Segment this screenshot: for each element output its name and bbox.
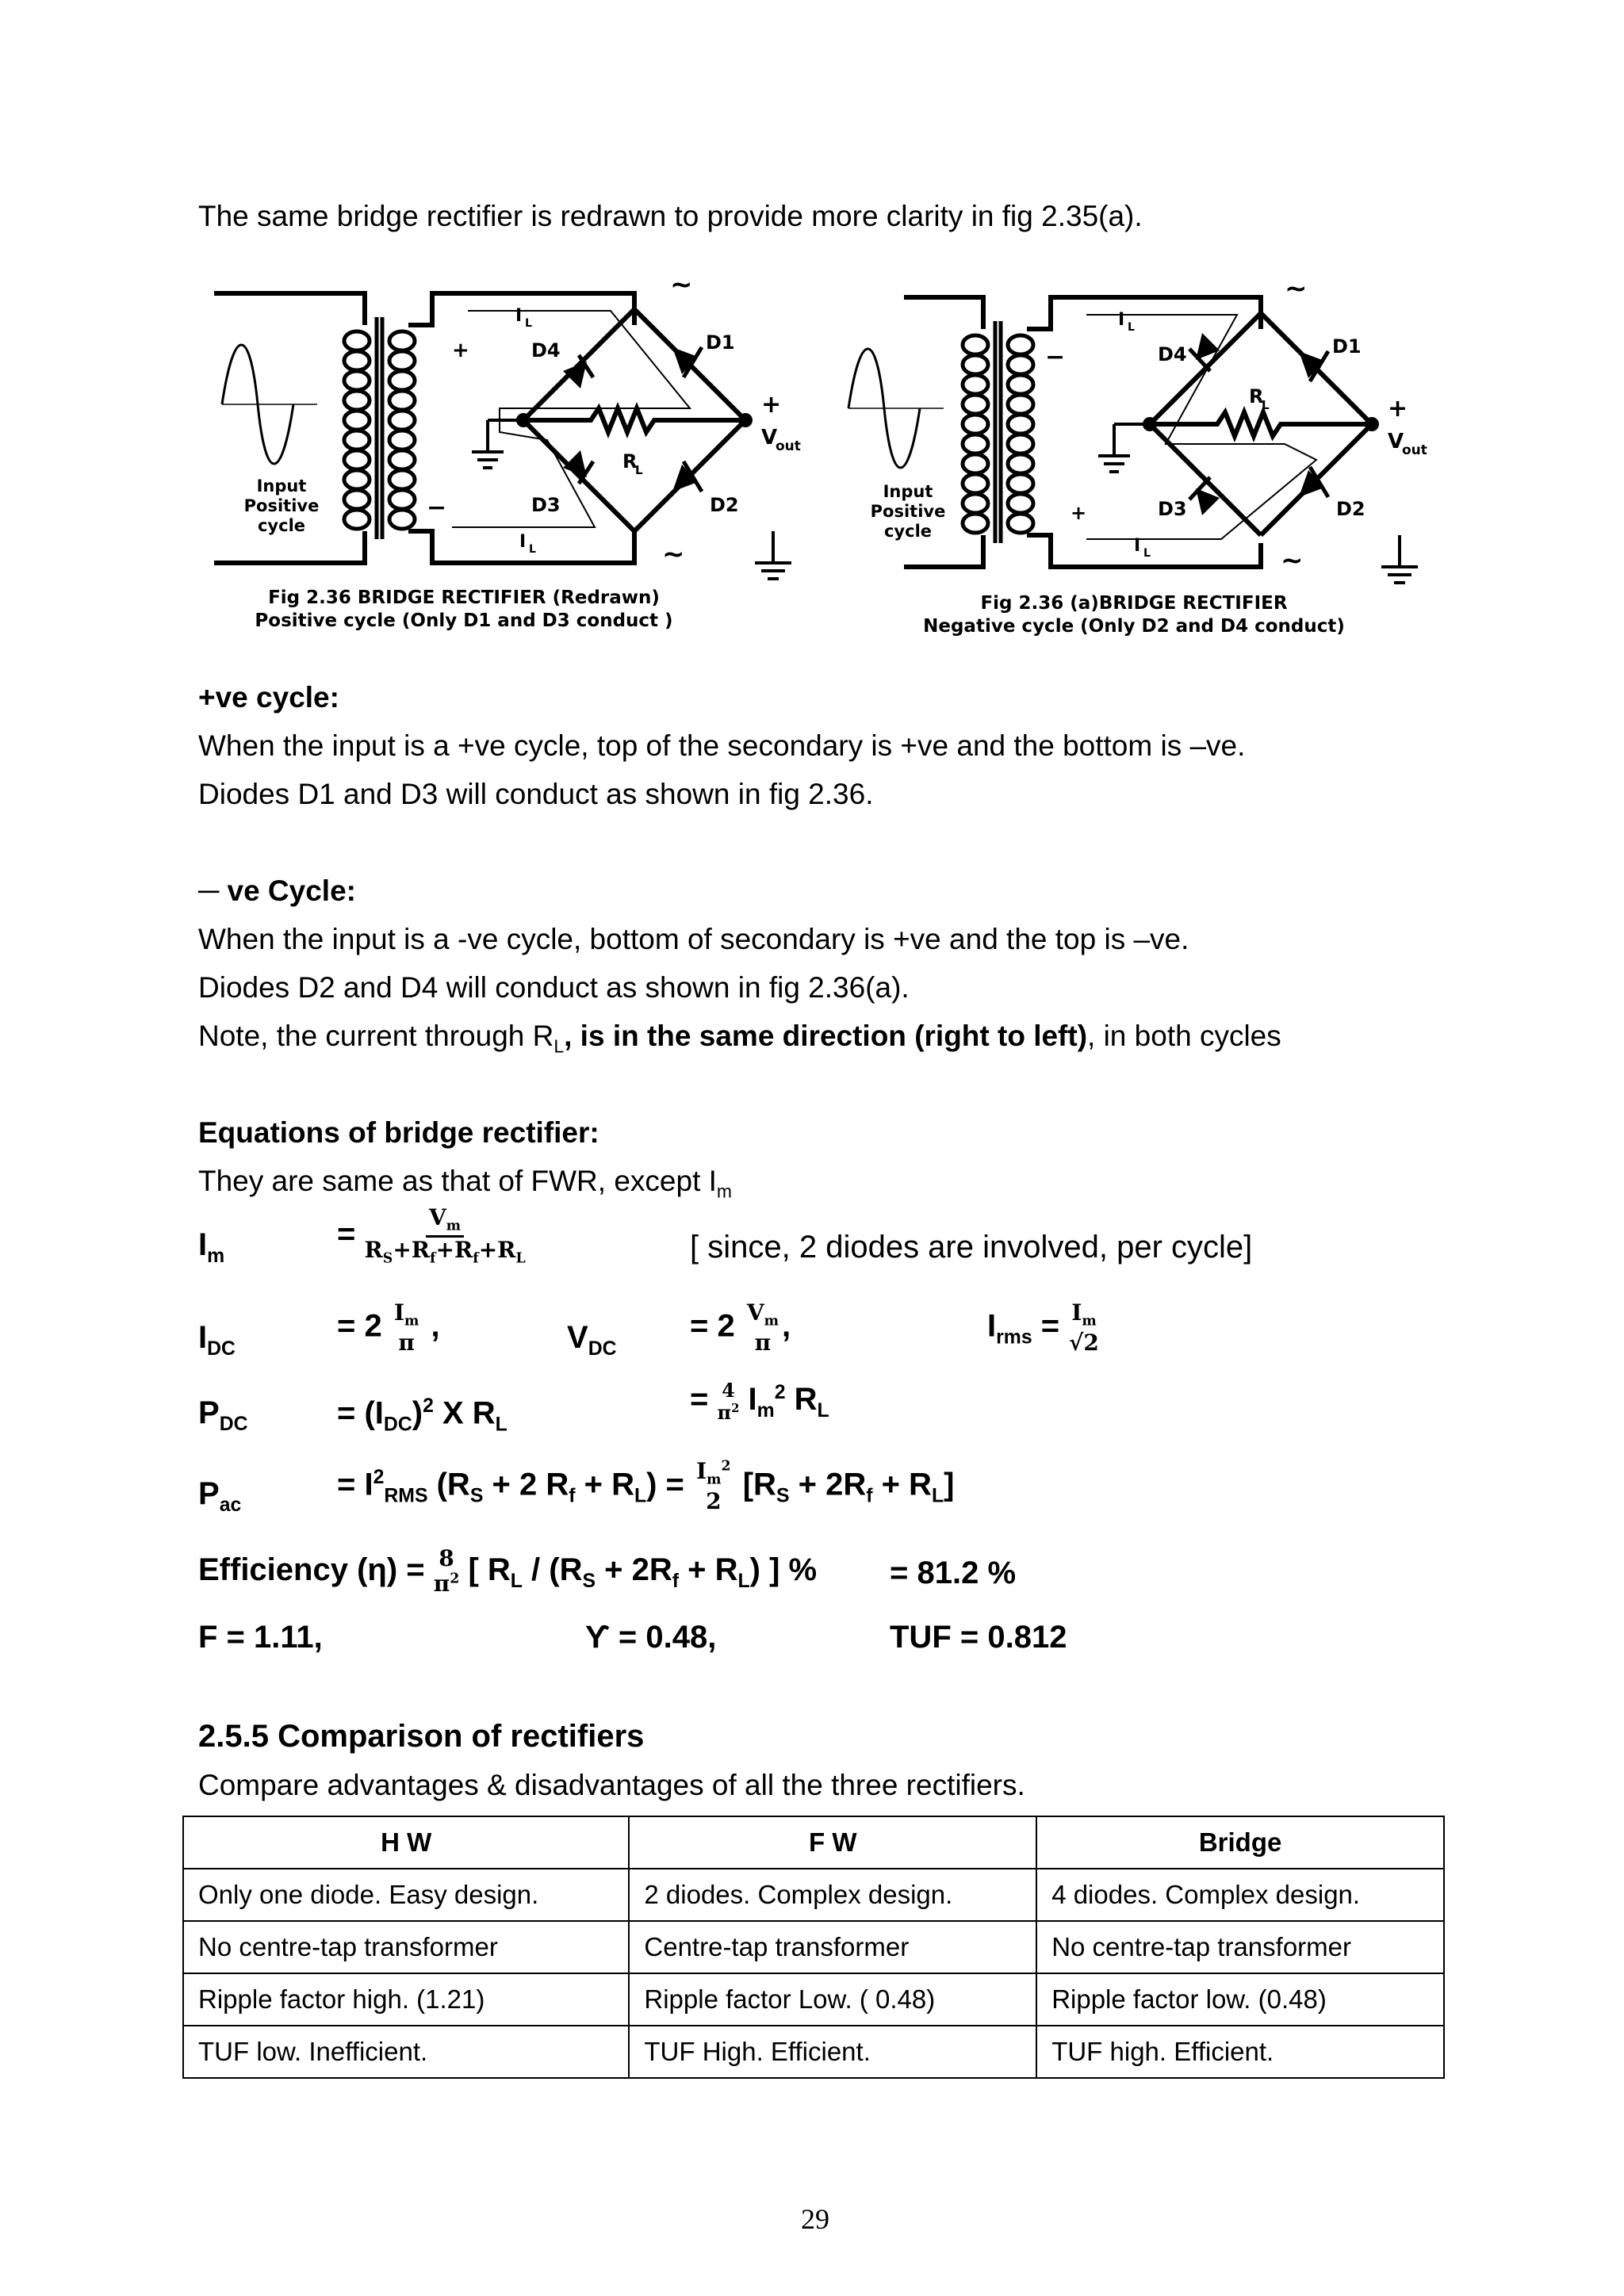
svg-text:D3: D3	[531, 494, 561, 516]
header-fw: F W	[629, 1816, 1036, 1869]
bridge-rectifier-negative-figure	[841, 277, 1459, 642]
table-cell: 4 diodes. Complex design.	[1036, 1869, 1444, 1921]
input-label-3: cycle	[257, 516, 306, 535]
diode-d4-icon	[563, 355, 593, 388]
svg-text:V: V	[1388, 430, 1404, 453]
eq-pdc-label: $P_{DC}$	[198, 1395, 248, 1435]
table-cell: TUF High. Efficient.	[629, 2026, 1036, 2078]
svg-text:−: −	[1045, 343, 1066, 371]
eq-pac-label: $P_{ac}$	[198, 1476, 242, 1516]
pos-cycle-line1: When the input is a +ve cycle, top of the secondary is +ve and the bottom is –ve.	[198, 729, 1246, 762]
svg-text:+: +	[452, 339, 469, 362]
comparison-intro: Compare advantages & disadvantages of all the three rectifiers.	[198, 1769, 1025, 1801]
input-label-3: cycle	[883, 522, 933, 541]
svg-text:I: I	[519, 532, 527, 552]
eq-pdc-formula: = $(I_{DC})^2$ X $R_L$	[337, 1395, 508, 1436]
fig2-caption-line2: Negative cycle (Only D2 and D4 conduct)	[923, 616, 1345, 637]
eq-pdc-formula2: = 4 $\pi^2$ $I_m^2$ $R_L$	[690, 1379, 829, 1424]
svg-text:D3: D3	[1158, 498, 1187, 520]
eq-irms-formula: $I_{rms}$ = $I_m$ √2	[987, 1299, 1099, 1356]
fig1-caption-line2: Positive cycle (Only D1 and D3 conduct )	[255, 610, 673, 631]
eq-tuf: TUF = 0.812	[890, 1620, 1067, 1655]
table-header-row	[183, 1816, 1444, 1869]
resistor-icon	[523, 408, 745, 432]
eq-im-label: $I_m$	[198, 1227, 225, 1267]
table-row	[183, 1973, 1444, 2026]
svg-text:D4: D4	[1158, 343, 1187, 365]
ground-icon	[1381, 535, 1418, 583]
eq-im-note: [ since, 2 diodes are involved, per cycle]	[690, 1230, 1253, 1265]
sine-wave-icon	[222, 345, 317, 464]
sine-wave-icon	[848, 349, 944, 468]
svg-text:L: L	[1128, 321, 1135, 334]
comparison-heading: 2.5.5 Comparison of rectifiers	[198, 1719, 645, 1754]
ground-icon	[1098, 424, 1150, 472]
svg-text:D1: D1	[1332, 335, 1362, 358]
eq-vdc-label: $V_{DC}$	[567, 1320, 617, 1360]
eq-vdc-formula: = 2 $V_m$ π ,	[690, 1299, 791, 1356]
table-cell: Ripple factor high. (1.21)	[183, 1973, 629, 2026]
svg-text:out: out	[1402, 442, 1427, 458]
svg-text:D2: D2	[710, 494, 739, 516]
svg-text:~: ~	[1285, 277, 1308, 304]
svg-text:~: ~	[1281, 545, 1304, 576]
neg-cycle-line1: When the input is a -ve cycle, bottom of secondary is +ve and the top is –ve.	[198, 923, 1189, 955]
transformer-secondary-icon	[1008, 335, 1033, 533]
table-cell: No centre-tap transformer	[183, 1921, 629, 1973]
diode-d4-icon	[1189, 333, 1220, 371]
svg-text:D4: D4	[531, 339, 561, 362]
svg-text:D2: D2	[1336, 498, 1365, 520]
svg-text:I: I	[1118, 310, 1125, 330]
svg-text:R: R	[1249, 385, 1264, 408]
table-row	[183, 1869, 1444, 1921]
input-label-1: Input	[883, 482, 933, 501]
equations-heading: Equations of bridge rectifier:	[198, 1116, 599, 1149]
svg-text:+: +	[761, 391, 782, 419]
table-cell: Ripple factor low. (0.48)	[1036, 1973, 1444, 2026]
eq-pac-formula: = $I^2_{RMS}$ ($R_S + 2$ $R_f + R_L$) = $I_m^2$ 2 $[R_S + 2R_f + R_L]$	[337, 1458, 955, 1514]
ground-icon	[755, 531, 791, 579]
eq-idc-formula: = 2 $I_m$ π ,	[337, 1299, 440, 1356]
svg-text:L: L	[529, 543, 536, 556]
header-hw: H W	[183, 1816, 629, 1869]
ground-icon	[472, 420, 523, 468]
eq-im-formula: = $\frac{V_m}{R_S+R_f+R_f+R_L}$	[337, 1204, 526, 1267]
fig2-caption-line1: Fig 2.36 (a)BRIDGE RECTIFIER	[980, 593, 1288, 614]
svg-text:+: +	[1071, 502, 1087, 524]
page-number: 29	[801, 2203, 829, 2235]
table-row	[183, 1921, 1444, 1973]
resistor-icon	[1150, 412, 1372, 436]
eq-efficiency-value: = 81.2 %	[890, 1556, 1017, 1590]
svg-text:R: R	[622, 450, 638, 473]
svg-text:~: ~	[662, 538, 685, 570]
neg-cycle-note: Note, the current through $R_L$, is in the same direction (right to left), in both cycles	[198, 1020, 1281, 1057]
table-cell: Centre-tap transformer	[629, 1921, 1036, 1973]
transformer-primary-icon	[344, 331, 370, 529]
eq-form-factor: F = 1.11,	[198, 1620, 323, 1655]
svg-text:I: I	[515, 306, 523, 326]
svg-text:L: L	[525, 317, 532, 330]
svg-text:~: ~	[670, 277, 693, 300]
pos-cycle-heading: +ve cycle:	[198, 681, 339, 714]
fig1-caption-line1: Fig 2.36 BRIDGE RECTIFIER (Redrawn)	[268, 587, 660, 608]
input-label-2: Positive	[870, 502, 946, 521]
svg-text:L: L	[1262, 398, 1270, 412]
svg-text:V: V	[761, 426, 778, 450]
neg-cycle-line2: Diodes D2 and D4 will conduct as shown in fig 2.36(a).	[198, 971, 910, 1004]
eq-efficiency: Efficiency (η) = 8 $\pi^2$ [ $R_L / (R_S + 2R_f + R_L)$ ] %	[198, 1545, 818, 1598]
table-cell: Only one diode. Easy design.	[183, 1869, 629, 1921]
diode-d3-icon	[1189, 477, 1220, 515]
table-row	[183, 2026, 1444, 2078]
input-label-2: Positive	[243, 496, 320, 515]
table-cell: TUF high. Efficient.	[1036, 2026, 1444, 2078]
neg-cycle-heading: ─ ve Cycle:	[198, 874, 356, 907]
input-label-1: Input	[256, 476, 307, 496]
svg-text:out: out	[776, 438, 801, 454]
transformer-primary-icon	[963, 335, 988, 533]
svg-text:D1: D1	[706, 331, 735, 354]
svg-text:−: −	[427, 494, 447, 522]
table-cell: Ripple factor Low. ( 0.48)	[629, 1973, 1036, 2026]
intro-text: The same bridge rectifier is redrawn to provide more clarity in fig 2.35(a).	[198, 200, 1143, 232]
svg-text:L: L	[1143, 547, 1151, 560]
svg-text:L: L	[635, 463, 643, 477]
svg-text:+: +	[1388, 395, 1408, 423]
table-cell: TUF low. Inefficient.	[183, 2026, 629, 2078]
eq-idc-label: $I_{DC}$	[198, 1320, 236, 1360]
svg-text:I: I	[1134, 536, 1141, 556]
eq-ripple: ϒ = 0.48,	[585, 1620, 717, 1655]
transformer-secondary-icon	[389, 331, 415, 529]
equations-intro: They are same as that of FWR, except $I_m$	[198, 1165, 733, 1202]
table-cell: 2 diodes. Complex design.	[629, 1869, 1036, 1921]
pos-cycle-line2: Diodes D1 and D3 will conduct as shown in fig 2.36.	[198, 778, 874, 810]
header-bridge: Bridge	[1036, 1816, 1444, 1869]
table-cell: No centre-tap transformer	[1036, 1921, 1444, 1973]
comparison-table	[182, 1816, 1445, 2079]
